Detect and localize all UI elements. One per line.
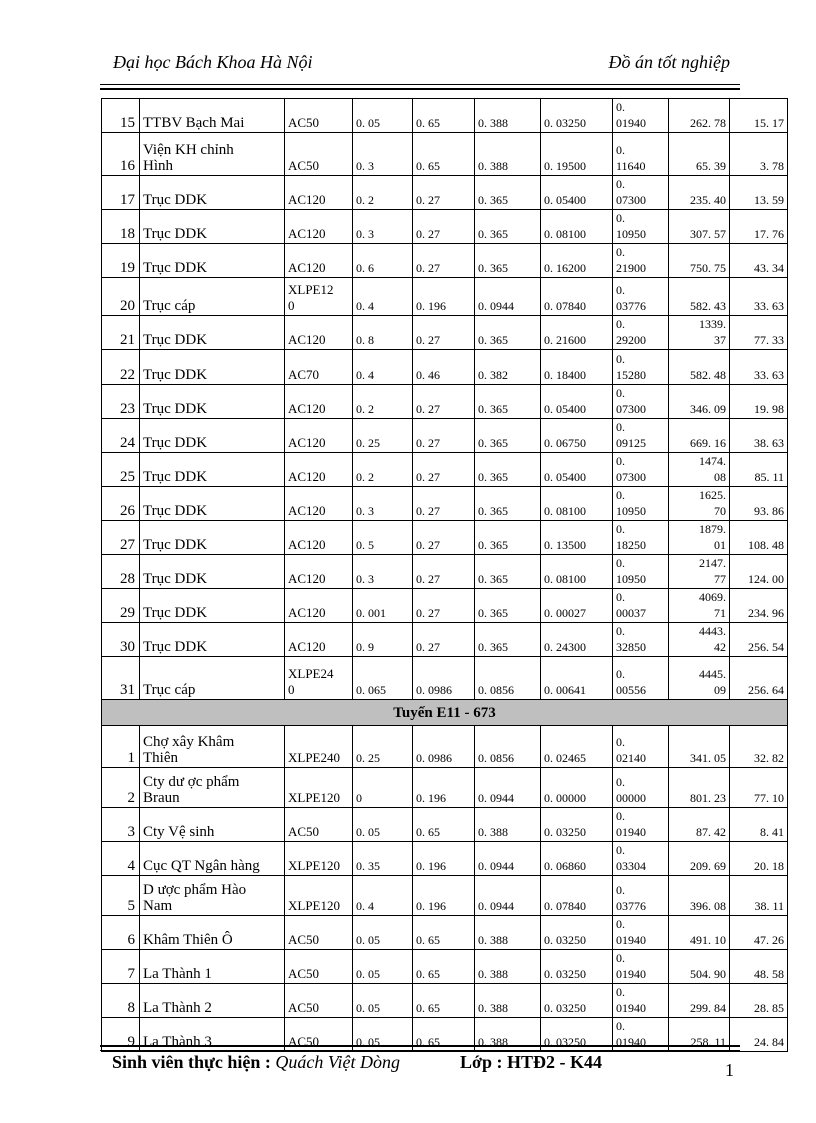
length-value: 0. 6 <box>353 244 413 278</box>
row-number: 6 <box>102 916 140 950</box>
reactance-value: 0. 00000 <box>613 768 669 808</box>
x0-value: 0. 365 <box>475 453 541 487</box>
footer-class: Lớp : HTĐ2 - K44 <box>460 1052 602 1072</box>
length-value: 0. 3 <box>353 555 413 589</box>
reactance-value: 0. 02140 <box>613 726 669 768</box>
current-value: 582. 48 <box>669 350 730 385</box>
r0-value: 0. 27 <box>413 589 475 623</box>
cable-type: AC50 <box>285 808 353 842</box>
page-number: 1 <box>725 1060 734 1080</box>
cable-type: XLPE120 <box>285 768 353 808</box>
current-value: 235. 40 <box>669 176 730 210</box>
table-row <box>102 521 788 555</box>
cable-type: AC120 <box>285 176 353 210</box>
location-name: La Thành 2 <box>140 984 285 1018</box>
r0-value: 0. 65 <box>413 133 475 176</box>
table-row <box>102 726 788 768</box>
x0-value: 0. 365 <box>475 385 541 419</box>
resistance-value: 0. 02465 <box>541 726 613 768</box>
length-value: 0. 9 <box>353 623 413 657</box>
location-name: Trục DDK <box>140 176 285 210</box>
location-name: La Thành 3 <box>140 1018 285 1052</box>
row-number: 28 <box>102 555 140 589</box>
table-row <box>102 133 788 176</box>
r0-value: 0. 65 <box>413 984 475 1018</box>
loss-value: 15. 17 <box>730 99 788 133</box>
current-value: 209. 69 <box>669 842 730 876</box>
reactance-value: 0. 10950 <box>613 210 669 244</box>
row-number: 21 <box>102 316 140 350</box>
reactance-value: 0. 03776 <box>613 278 669 316</box>
current-value: 346. 09 <box>669 385 730 419</box>
section-row <box>102 700 788 726</box>
length-value: 0. 2 <box>353 385 413 419</box>
reactance-value: 0. 01940 <box>613 99 669 133</box>
current-value: 1625. 70 <box>669 487 730 521</box>
length-value: 0. 25 <box>353 419 413 453</box>
loss-value: 124. 00 <box>730 555 788 589</box>
row-number: 9 <box>102 1018 140 1052</box>
table-row <box>102 657 788 700</box>
current-value: 1879. 01 <box>669 521 730 555</box>
footer-student <box>112 1052 400 1073</box>
reactance-value: 0. 00037 <box>613 589 669 623</box>
table-row <box>102 589 788 623</box>
row-number: 24 <box>102 419 140 453</box>
resistance-value: 0. 00641 <box>541 657 613 700</box>
row-number: 29 <box>102 589 140 623</box>
r0-value: 0. 27 <box>413 210 475 244</box>
reactance-value: 0. 03776 <box>613 876 669 916</box>
location-name: La Thành 1 <box>140 950 285 984</box>
table-row <box>102 876 788 916</box>
x0-value: 0. 388 <box>475 808 541 842</box>
row-number: 2 <box>102 768 140 808</box>
x0-value: 0. 365 <box>475 589 541 623</box>
location-name: TTBV Bạch Mai <box>140 99 285 133</box>
r0-value: 0. 27 <box>413 419 475 453</box>
cable-type: XLPE120 <box>285 876 353 916</box>
table-row <box>102 210 788 244</box>
current-value: 801. 23 <box>669 768 730 808</box>
r0-value: 0. 46 <box>413 350 475 385</box>
loss-value: 33. 63 <box>730 350 788 385</box>
row-number: 7 <box>102 950 140 984</box>
header-school: Đại học Bách Khoa Hà Nội <box>113 52 313 72</box>
cable-type: AC120 <box>285 316 353 350</box>
loss-value: 43. 34 <box>730 244 788 278</box>
cable-type: AC120 <box>285 521 353 555</box>
r0-value: 0. 27 <box>413 453 475 487</box>
cable-type: XLPE24 0 <box>285 657 353 700</box>
location-name: Cty Vệ sinh <box>140 808 285 842</box>
loss-value: 256. 64 <box>730 657 788 700</box>
row-number: 25 <box>102 453 140 487</box>
loss-value: 28. 85 <box>730 984 788 1018</box>
footer-label: Sinh viên thực hiện : <box>112 1052 276 1072</box>
row-number: 15 <box>102 99 140 133</box>
x0-value: 0. 388 <box>475 950 541 984</box>
length-value: 0. 4 <box>353 876 413 916</box>
reactance-value: 0. 29200 <box>613 316 669 350</box>
location-name: Trục DDK <box>140 350 285 385</box>
header-rule-thick <box>100 88 740 90</box>
reactance-value: 0. 32850 <box>613 623 669 657</box>
r0-value: 0. 0986 <box>413 657 475 700</box>
loss-value: 38. 63 <box>730 419 788 453</box>
resistance-value: 0. 05400 <box>541 176 613 210</box>
reactance-value: 0. 11640 <box>613 133 669 176</box>
header-rule <box>100 84 740 85</box>
cable-type: AC50 <box>285 950 353 984</box>
table-row <box>102 555 788 589</box>
current-value: 750. 75 <box>669 244 730 278</box>
row-number: 20 <box>102 278 140 316</box>
location-name: Trục DDK <box>140 210 285 244</box>
length-value: 0. 4 <box>353 278 413 316</box>
x0-value: 0. 365 <box>475 244 541 278</box>
row-number: 31 <box>102 657 140 700</box>
current-value: 258. 11 <box>669 1018 730 1052</box>
cable-type: AC120 <box>285 385 353 419</box>
location-name: Trục DDK <box>140 419 285 453</box>
cable-type: AC70 <box>285 350 353 385</box>
row-number: 19 <box>102 244 140 278</box>
location-name: Cty dư ợc phẩm Braun <box>140 768 285 808</box>
reactance-value: 0. 07300 <box>613 453 669 487</box>
table-row <box>102 99 788 133</box>
row-number: 23 <box>102 385 140 419</box>
x0-value: 0. 388 <box>475 916 541 950</box>
table-row <box>102 916 788 950</box>
length-value: 0. 3 <box>353 133 413 176</box>
length-value: 0. 065 <box>353 657 413 700</box>
current-value: 4443. 42 <box>669 623 730 657</box>
x0-value: 0. 365 <box>475 555 541 589</box>
loss-value: 24. 84 <box>730 1018 788 1052</box>
resistance-value: 0. 05400 <box>541 385 613 419</box>
resistance-value: 0. 08100 <box>541 555 613 589</box>
resistance-value: 0. 03250 <box>541 99 613 133</box>
loss-value: 77. 10 <box>730 768 788 808</box>
loss-value: 8. 41 <box>730 808 788 842</box>
cable-type: AC120 <box>285 244 353 278</box>
reactance-value: 0. 18250 <box>613 521 669 555</box>
current-value: 504. 90 <box>669 950 730 984</box>
resistance-value: 0. 00027 <box>541 589 613 623</box>
cable-type: AC120 <box>285 453 353 487</box>
table-row <box>102 244 788 278</box>
location-name: Trục DDK <box>140 555 285 589</box>
x0-value: 0. 0944 <box>475 768 541 808</box>
location-name: D ược phẩm Hào Nam <box>140 876 285 916</box>
location-name: Trục DDK <box>140 316 285 350</box>
reactance-value: 0. 09125 <box>613 419 669 453</box>
row-number: 5 <box>102 876 140 916</box>
reactance-value: 0. 10950 <box>613 555 669 589</box>
resistance-value: 0. 06860 <box>541 842 613 876</box>
x0-value: 0. 0944 <box>475 876 541 916</box>
resistance-value: 0. 16200 <box>541 244 613 278</box>
r0-value: 0. 27 <box>413 385 475 419</box>
resistance-value: 0. 13500 <box>541 521 613 555</box>
section-title: Tuyến E11 - 673 <box>102 700 788 726</box>
cable-type: AC120 <box>285 555 353 589</box>
resistance-value: 0. 07840 <box>541 876 613 916</box>
cable-type: XLPE240 <box>285 726 353 768</box>
location-name: Trục cáp <box>140 278 285 316</box>
length-value: 0. 05 <box>353 916 413 950</box>
current-value: 491. 10 <box>669 916 730 950</box>
resistance-value: 0. 08100 <box>541 487 613 521</box>
x0-value: 0. 0856 <box>475 726 541 768</box>
length-value: 0 <box>353 768 413 808</box>
table-row <box>102 176 788 210</box>
x0-value: 0. 388 <box>475 984 541 1018</box>
loss-value: 234. 96 <box>730 589 788 623</box>
loss-value: 3. 78 <box>730 133 788 176</box>
cable-type: XLPE12 0 <box>285 278 353 316</box>
cable-type: AC120 <box>285 487 353 521</box>
resistance-value: 0. 06750 <box>541 419 613 453</box>
x0-value: 0. 388 <box>475 1018 541 1052</box>
resistance-value: 0. 03250 <box>541 916 613 950</box>
reactance-value: 0. 01940 <box>613 984 669 1018</box>
location-name: Trục DDK <box>140 623 285 657</box>
location-name: Trục DDK <box>140 453 285 487</box>
current-value: 341. 05 <box>669 726 730 768</box>
resistance-value: 0. 07840 <box>541 278 613 316</box>
loss-value: 17. 76 <box>730 210 788 244</box>
cable-type: AC120 <box>285 419 353 453</box>
row-number: 4 <box>102 842 140 876</box>
row-number: 18 <box>102 210 140 244</box>
loss-value: 48. 58 <box>730 950 788 984</box>
r0-value: 0. 65 <box>413 99 475 133</box>
row-number: 3 <box>102 808 140 842</box>
current-value: 1339. 37 <box>669 316 730 350</box>
cable-type: AC50 <box>285 984 353 1018</box>
x0-value: 0. 365 <box>475 623 541 657</box>
length-value: 0. 8 <box>353 316 413 350</box>
length-value: 0. 05 <box>353 99 413 133</box>
current-value: 299. 84 <box>669 984 730 1018</box>
r0-value: 0. 65 <box>413 950 475 984</box>
current-value: 582. 43 <box>669 278 730 316</box>
location-name: Trục DDK <box>140 521 285 555</box>
r0-value: 0. 27 <box>413 555 475 589</box>
table-row <box>102 768 788 808</box>
cable-type: AC50 <box>285 1018 353 1052</box>
reactance-value: 0. 21900 <box>613 244 669 278</box>
resistance-value: 0. 21600 <box>541 316 613 350</box>
loss-value: 85. 11 <box>730 453 788 487</box>
r0-value: 0. 27 <box>413 316 475 350</box>
cable-type: AC120 <box>285 589 353 623</box>
x0-value: 0. 365 <box>475 521 541 555</box>
r0-value: 0. 27 <box>413 176 475 210</box>
current-value: 1474. 08 <box>669 453 730 487</box>
reactance-value: 0. 01940 <box>613 1018 669 1052</box>
x0-value: 0. 365 <box>475 210 541 244</box>
r0-value: 0. 27 <box>413 623 475 657</box>
resistance-value: 0. 03250 <box>541 808 613 842</box>
length-value: 0. 05 <box>353 950 413 984</box>
r0-value: 0. 0986 <box>413 726 475 768</box>
r0-value: 0. 27 <box>413 244 475 278</box>
length-value: 0. 05 <box>353 1018 413 1052</box>
cable-type: XLPE120 <box>285 842 353 876</box>
row-number: 26 <box>102 487 140 521</box>
header-title: Đồ án tốt nghiệp <box>608 52 730 72</box>
length-value: 0. 2 <box>353 453 413 487</box>
x0-value: 0. 365 <box>475 316 541 350</box>
row-number: 30 <box>102 623 140 657</box>
table-row <box>102 453 788 487</box>
row-number: 17 <box>102 176 140 210</box>
r0-value: 0. 27 <box>413 521 475 555</box>
length-value: 0. 4 <box>353 350 413 385</box>
loss-value: 47. 26 <box>730 916 788 950</box>
current-value: 65. 39 <box>669 133 730 176</box>
x0-value: 0. 365 <box>475 419 541 453</box>
location-name: Trục DDK <box>140 244 285 278</box>
location-name: Trục DDK <box>140 589 285 623</box>
location-name: Trục cáp <box>140 657 285 700</box>
current-value: 2147. 77 <box>669 555 730 589</box>
resistance-value: 0. 00000 <box>541 768 613 808</box>
resistance-value: 0. 05400 <box>541 453 613 487</box>
resistance-value: 0. 03250 <box>541 984 613 1018</box>
row-number: 16 <box>102 133 140 176</box>
reactance-value: 0. 00556 <box>613 657 669 700</box>
cable-type: AC120 <box>285 210 353 244</box>
length-value: 0. 5 <box>353 521 413 555</box>
row-number: 22 <box>102 350 140 385</box>
r0-value: 0. 65 <box>413 916 475 950</box>
reactance-value: 0. 03304 <box>613 842 669 876</box>
resistance-value: 0. 03250 <box>541 1018 613 1052</box>
reactance-value: 0. 01940 <box>613 916 669 950</box>
table-row <box>102 278 788 316</box>
resistance-value: 0. 08100 <box>541 210 613 244</box>
loss-value: 20. 18 <box>730 842 788 876</box>
current-value: 307. 57 <box>669 210 730 244</box>
current-value: 4069. 71 <box>669 589 730 623</box>
reactance-value: 0. 07300 <box>613 176 669 210</box>
loss-value: 33. 63 <box>730 278 788 316</box>
footer-rule-thick <box>100 1045 740 1047</box>
reactance-value: 0. 07300 <box>613 385 669 419</box>
current-value: 4445. 09 <box>669 657 730 700</box>
reactance-value: 0. 10950 <box>613 487 669 521</box>
loss-value: 256. 54 <box>730 623 788 657</box>
current-value: 396. 08 <box>669 876 730 916</box>
r0-value: 0. 65 <box>413 808 475 842</box>
table-row <box>102 385 788 419</box>
table-row <box>102 316 788 350</box>
current-value: 669. 16 <box>669 419 730 453</box>
r0-value: 0. 196 <box>413 842 475 876</box>
r0-value: 0. 65 <box>413 1018 475 1052</box>
table-row <box>102 808 788 842</box>
table-row <box>102 419 788 453</box>
table-row <box>102 950 788 984</box>
cable-type: AC50 <box>285 133 353 176</box>
location-name: Cục QT Ngân hàng <box>140 842 285 876</box>
table-row <box>102 623 788 657</box>
loss-value: 19. 98 <box>730 385 788 419</box>
r0-value: 0. 196 <box>413 768 475 808</box>
table-row <box>102 487 788 521</box>
x0-value: 0. 365 <box>475 176 541 210</box>
cable-type: AC50 <box>285 916 353 950</box>
loss-value: 32. 82 <box>730 726 788 768</box>
reactance-value: 0. 15280 <box>613 350 669 385</box>
x0-value: 0. 388 <box>475 133 541 176</box>
length-value: 0. 05 <box>353 808 413 842</box>
row-number: 8 <box>102 984 140 1018</box>
resistance-value: 0. 03250 <box>541 950 613 984</box>
loss-value: 77. 33 <box>730 316 788 350</box>
x0-value: 0. 0856 <box>475 657 541 700</box>
row-number: 1 <box>102 726 140 768</box>
length-value: 0. 25 <box>353 726 413 768</box>
x0-value: 0. 382 <box>475 350 541 385</box>
r0-value: 0. 196 <box>413 278 475 316</box>
length-value: 0. 35 <box>353 842 413 876</box>
cable-type: AC120 <box>285 623 353 657</box>
loss-value: 38. 11 <box>730 876 788 916</box>
student-name: Quách Việt Dòng <box>275 1052 400 1072</box>
length-value: 0. 001 <box>353 589 413 623</box>
row-number: 27 <box>102 521 140 555</box>
x0-value: 0. 388 <box>475 99 541 133</box>
current-value: 87. 42 <box>669 808 730 842</box>
cable-type: AC50 <box>285 99 353 133</box>
x0-value: 0. 365 <box>475 487 541 521</box>
resistance-value: 0. 18400 <box>541 350 613 385</box>
data-table <box>101 98 788 1052</box>
r0-value: 0. 27 <box>413 487 475 521</box>
reactance-value: 0. 01940 <box>613 950 669 984</box>
length-value: 0. 2 <box>353 176 413 210</box>
location-name: Trục DDK <box>140 385 285 419</box>
resistance-value: 0. 19500 <box>541 133 613 176</box>
x0-value: 0. 0944 <box>475 842 541 876</box>
table-row <box>102 350 788 385</box>
length-value: 0. 3 <box>353 487 413 521</box>
x0-value: 0. 0944 <box>475 278 541 316</box>
reactance-value: 0. 01940 <box>613 808 669 842</box>
loss-value: 13. 59 <box>730 176 788 210</box>
r0-value: 0. 196 <box>413 876 475 916</box>
length-value: 0. 3 <box>353 210 413 244</box>
loss-value: 93. 86 <box>730 487 788 521</box>
location-name: Khâm Thiên Ô <box>140 916 285 950</box>
loss-value: 108. 48 <box>730 521 788 555</box>
resistance-value: 0. 24300 <box>541 623 613 657</box>
length-value: 0. 05 <box>353 984 413 1018</box>
footer-rule <box>100 1050 740 1051</box>
location-name: Chợ xây Khâm Thiên <box>140 726 285 768</box>
location-name: Trục DDK <box>140 487 285 521</box>
table-row <box>102 984 788 1018</box>
current-value: 262. 78 <box>669 99 730 133</box>
table-row <box>102 842 788 876</box>
location-name: Viện KH chỉnh Hình <box>140 133 285 176</box>
